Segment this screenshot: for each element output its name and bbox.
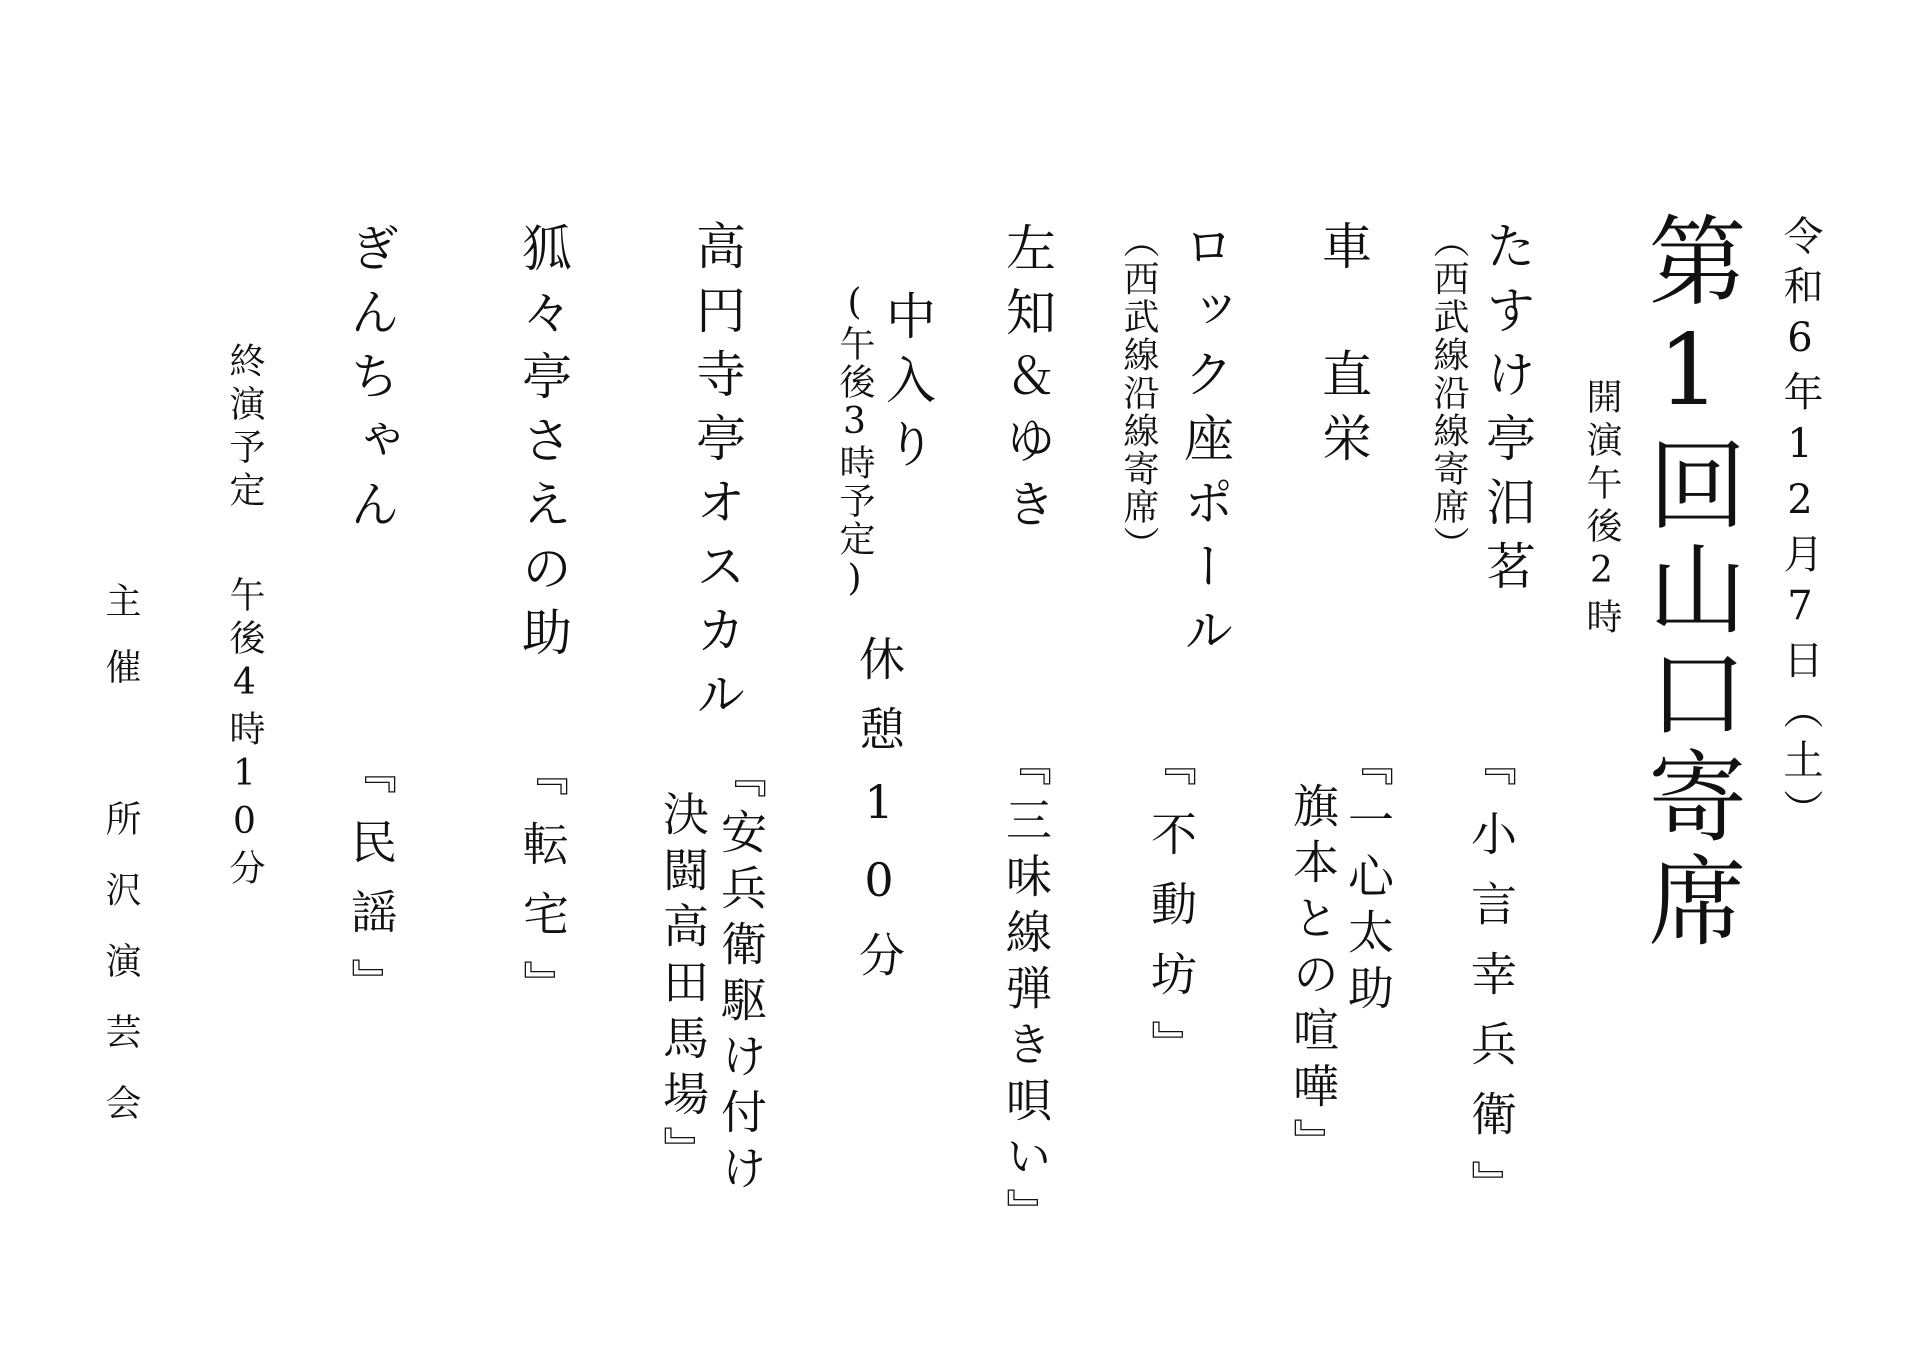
end-time: 午後4時10分 [224,576,265,892]
program-7: 『民謡』 [344,748,398,1028]
program-6: 『転宅』 [516,750,570,1030]
performer-1: たすけ亭汨茗 [1478,220,1536,604]
performer-3: ロック座ポール [1176,220,1234,668]
performer-6: 狐々亭さえの助 [514,222,572,670]
intermission-label: 中入り [878,290,936,482]
program-5-line-1: 『安兵衛駆け付け [714,752,768,1200]
intermission-break: 休憩10分 [852,635,906,1001]
intermission-time-note: (午後3時予定) [834,282,875,601]
performer-3-note: （西武線沿線寄席） [1118,222,1159,564]
performer-4: 左知＆ゆき [998,222,1056,542]
performer-2: 車 直栄 [1314,220,1372,476]
event-date: 令和6年12月7日（土） [1777,215,1823,839]
program-3: 『不動坊』 [1144,740,1198,1090]
program-4: 『三味線弾き唄い』 [999,740,1053,1244]
performer-5: 高円寺亭オスカル [688,220,746,732]
program-2-line-2: 旗本との喧嘩』 [1286,782,1340,1174]
start-time: 開演午後2時 [1581,378,1622,641]
performer-7: ぎんちゃん [342,222,400,542]
program-2-line-1: 『一心太助 [1341,740,1395,1020]
program-1: 『小言幸兵衛』 [1464,740,1518,1230]
program-5-line-2: 決闘高田馬場』 [656,790,710,1182]
organizer-label: 主催 [100,582,141,714]
event-title: 第1回山口寄席 [1632,210,1746,954]
organizer-name: 所沢演芸会 [100,800,141,1155]
end-label: 終演予定 [224,342,265,514]
performer-1-note: （西武線沿線寄席） [1428,222,1469,564]
